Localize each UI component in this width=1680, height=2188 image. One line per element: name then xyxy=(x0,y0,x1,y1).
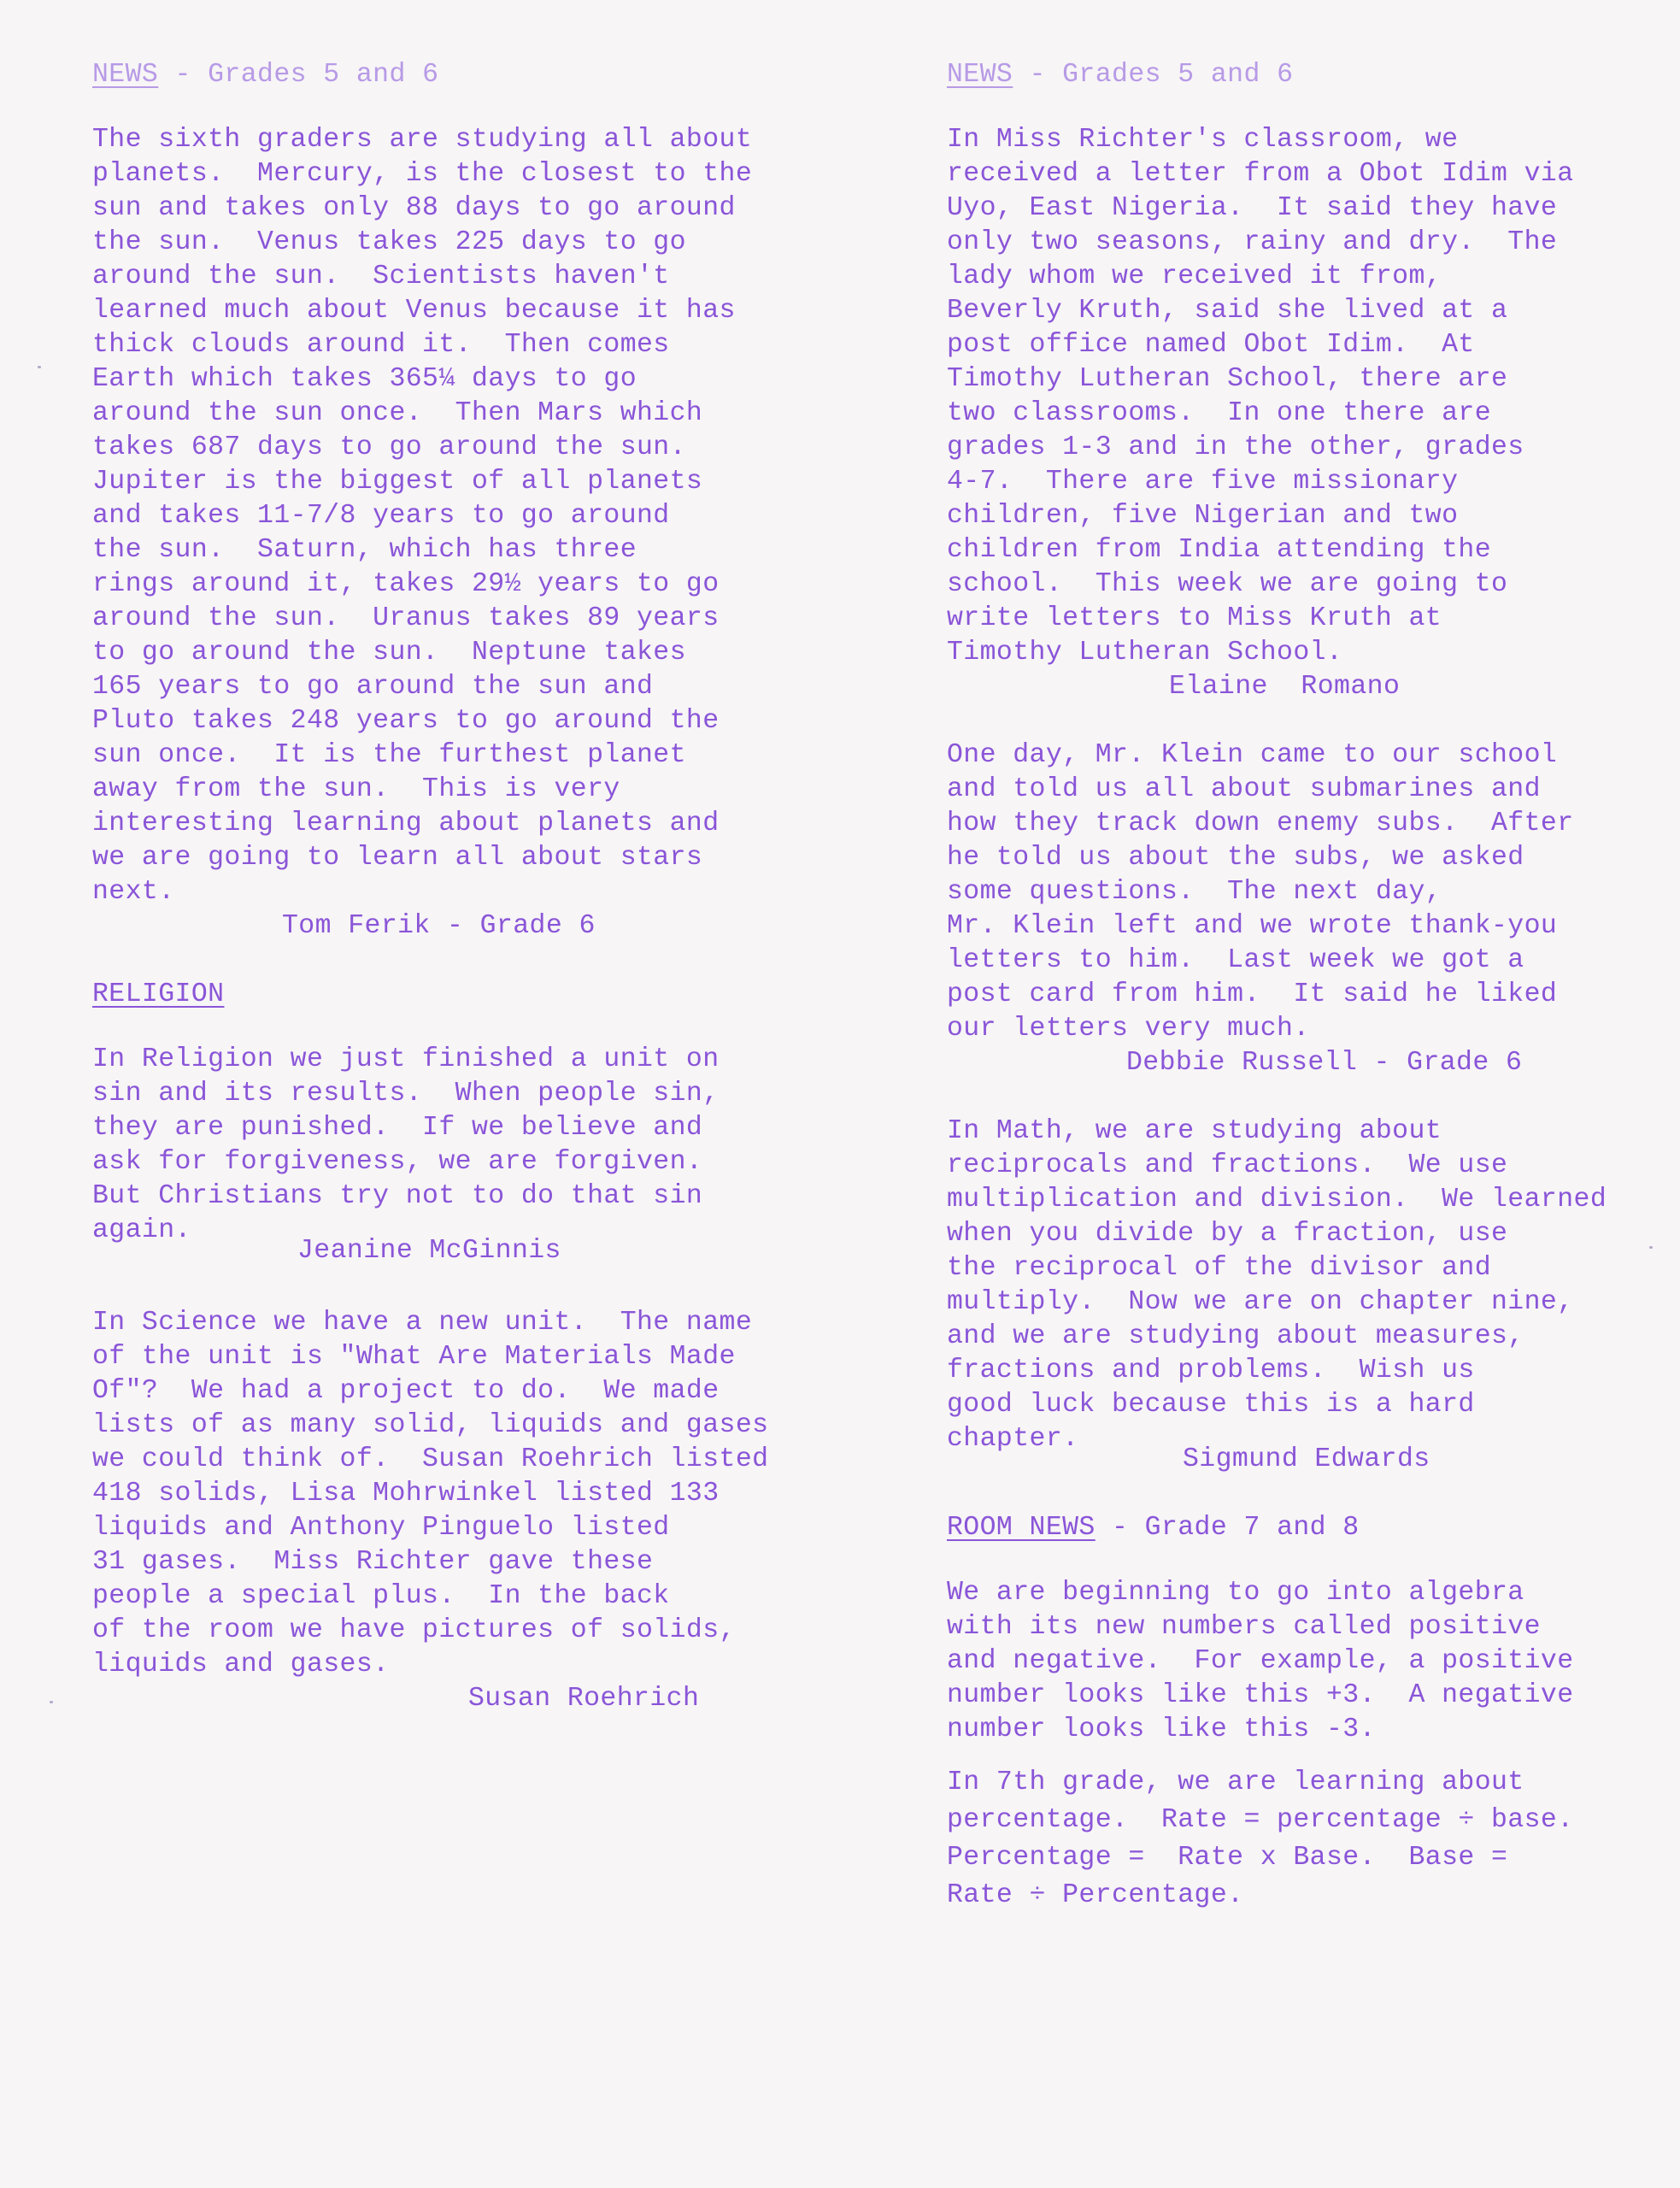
room-news-grades: - Grade 7 and 8 xyxy=(1095,1513,1360,1543)
news-heading-label: NEWS xyxy=(947,60,1013,90)
right-column xyxy=(947,58,1669,1914)
percentage-article xyxy=(947,1764,1669,1914)
news-heading-label: NEWS xyxy=(92,60,159,90)
text-line: liquids and gases. xyxy=(92,1650,390,1679)
text-line: But Christians try not to do that sin xyxy=(92,1181,703,1211)
room-news-header xyxy=(947,1511,1669,1545)
religion-heading: RELIGION xyxy=(92,979,225,1009)
text-line: the sun. Saturn, which has three xyxy=(92,535,637,565)
text-line: Timothy Lutheran School. xyxy=(947,638,1343,668)
paper-speck xyxy=(38,366,41,368)
text-line: ask for forgiveness, we are forgiven. xyxy=(92,1147,703,1177)
text-line: Mr. Klein left and we wrote thank-you xyxy=(947,911,1558,941)
paper-speck xyxy=(1649,1246,1653,1249)
left-news-header xyxy=(92,58,861,92)
text-line: around the sun once. Then Mars which xyxy=(92,398,703,428)
text-line: next. xyxy=(92,877,175,907)
text-line: In Math, we are studying about xyxy=(947,1116,1442,1146)
news-heading-grades: - Grades 5 and 6 xyxy=(1013,60,1294,90)
text-line: In 7th grade, we are learning about xyxy=(947,1767,1524,1797)
text-line: The sixth graders are studying all about xyxy=(92,125,753,155)
text-line: number looks like this +3. A negative xyxy=(947,1680,1574,1710)
text-line: Beverly Kruth, said she lived at a xyxy=(947,296,1508,326)
right-news-header xyxy=(947,58,1669,92)
text-line: good luck because this is a hard xyxy=(947,1390,1475,1420)
text-line: liquids and Anthony Pinguelo listed xyxy=(92,1513,670,1543)
text-line: sun and takes only 88 days to go around xyxy=(92,193,736,223)
planets-signature: Tom Ferik - Grade 6 xyxy=(282,911,596,941)
text-line: write letters to Miss Kruth at xyxy=(947,603,1442,633)
text-line: and negative. For example, a positive xyxy=(947,1646,1574,1676)
text-line: In Religion we just finished a unit on xyxy=(92,1044,720,1074)
text-line: away from the sun. This is very xyxy=(92,774,620,804)
text-line: lady whom we received it from, xyxy=(947,262,1442,291)
algebra-article xyxy=(947,1576,1669,1747)
text-line: Timothy Lutheran School, there are xyxy=(947,364,1508,394)
text-line: around the sun. Uranus takes 89 years xyxy=(92,603,720,633)
text-line: letters to him. Last week we got a xyxy=(947,945,1524,975)
text-line: Percentage = Rate x Base. Base = xyxy=(947,1843,1508,1873)
text-line: rings around it, takes 29½ years to go xyxy=(92,569,720,599)
text-line: the reciprocal of the divisor and xyxy=(947,1253,1492,1283)
science-signature: Susan Roehrich xyxy=(468,1684,700,1714)
text-line: Uyo, East Nigeria. It said they have xyxy=(947,193,1558,223)
news-heading-grades: - Grades 5 and 6 xyxy=(158,60,439,90)
text-line: when you divide by a fraction, use xyxy=(947,1219,1508,1249)
text-line: and takes 11-7/8 years to go around xyxy=(92,501,670,531)
text-line: Jupiter is the biggest of all planets xyxy=(92,467,703,497)
nigeria-signature: Elaine Romano xyxy=(1169,672,1401,702)
left-column xyxy=(92,58,861,1716)
text-line: Rate ÷ Percentage. xyxy=(947,1880,1244,1910)
text-line: interesting learning about planets and xyxy=(92,809,720,838)
text-line: only two seasons, rainy and dry. The xyxy=(947,227,1558,257)
religion-article xyxy=(92,1043,861,1248)
text-line: the sun. Venus takes 225 days to go xyxy=(92,227,686,257)
text-line: how they track down enemy subs. After xyxy=(947,809,1574,838)
text-line: post card from him. It said he liked xyxy=(947,979,1558,1009)
text-line: again. xyxy=(92,1215,191,1245)
math-signature: Sigmund Edwards xyxy=(1183,1444,1430,1474)
science-article xyxy=(92,1306,861,1682)
text-line: Earth which takes 365¼ days to go xyxy=(92,364,637,394)
text-line: some questions. The next day, xyxy=(947,877,1442,907)
text-line: number looks like this -3. xyxy=(947,1715,1376,1744)
paper-speck xyxy=(50,1701,53,1703)
text-line: takes 687 days to go around the sun. xyxy=(92,432,686,462)
text-line: planets. Mercury, is the closest to the xyxy=(92,159,753,189)
submarines-signature: Debbie Russell - Grade 6 xyxy=(1126,1048,1523,1078)
text-line: grades 1-3 and in the other, grades xyxy=(947,432,1524,462)
text-line: and told us all about submarines and xyxy=(947,774,1541,804)
text-line: We are beginning to go into algebra xyxy=(947,1578,1524,1608)
text-line: they are punished. If we believe and xyxy=(92,1113,703,1143)
text-line: 4-7. There are five missionary xyxy=(947,467,1459,497)
text-line: 31 gases. Miss Richter gave these xyxy=(92,1547,654,1577)
text-line: One day, Mr. Klein came to our school xyxy=(947,740,1558,770)
text-line: thick clouds around it. Then comes xyxy=(92,330,670,360)
religion-signature: Jeanine McGinnis xyxy=(297,1236,561,1266)
text-line: received a letter from a Obot Idim via xyxy=(947,159,1574,189)
text-line: Pluto takes 248 years to go around the xyxy=(92,706,720,736)
text-line: around the sun. Scientists haven't xyxy=(92,262,670,291)
text-line: children, five Nigerian and two xyxy=(947,501,1459,531)
text-line: percentage. Rate = percentage ÷ base. xyxy=(947,1805,1574,1835)
text-line: learned much about Venus because it has xyxy=(92,296,736,326)
text-line: we are going to learn all about stars xyxy=(92,843,703,873)
text-line: 418 solids, Lisa Mohrwinkel listed 133 xyxy=(92,1479,720,1509)
text-line: of the room we have pictures of solids, xyxy=(92,1615,736,1645)
math-article xyxy=(947,1115,1669,1456)
text-line: Of"? We had a project to do. We made xyxy=(92,1376,720,1406)
text-line: children from India attending the xyxy=(947,535,1492,565)
text-line: people a special plus. In the back xyxy=(92,1581,670,1611)
text-line: sun once. It is the furthest planet xyxy=(92,740,686,770)
text-line: of the unit is "What Are Materials Made xyxy=(92,1342,736,1372)
text-line: our letters very much. xyxy=(947,1014,1310,1044)
text-line: post office named Obot Idim. At xyxy=(947,330,1475,360)
text-line: multiplication and division. We learned xyxy=(947,1185,1607,1215)
text-line: chapter. xyxy=(947,1424,1079,1454)
text-line: school. This week we are going to xyxy=(947,569,1508,599)
text-line: 165 years to go around the sun and xyxy=(92,672,654,702)
room-news-heading: ROOM NEWS xyxy=(947,1513,1096,1543)
text-line: multiply. Now we are on chapter nine, xyxy=(947,1287,1574,1317)
planets-article xyxy=(92,123,861,909)
text-line: and we are studying about measures, xyxy=(947,1321,1524,1351)
text-line: fractions and problems. Wish us xyxy=(947,1356,1475,1385)
text-line: sin and its results. When people sin, xyxy=(92,1079,720,1109)
text-line: In Miss Richter's classroom, we xyxy=(947,125,1459,155)
submarines-article xyxy=(947,738,1669,1046)
text-line: to go around the sun. Neptune takes xyxy=(92,638,686,668)
text-line: lists of as many solid, liquids and gases xyxy=(92,1410,769,1440)
text-line: we could think of. Susan Roehrich listed xyxy=(92,1444,769,1474)
text-line: with its new numbers called positive xyxy=(947,1612,1541,1642)
text-line: reciprocals and fractions. We use xyxy=(947,1150,1508,1180)
text-line: he told us about the subs, we asked xyxy=(947,843,1524,873)
text-line: In Science we have a new unit. The name xyxy=(92,1308,753,1338)
nigeria-letter-article xyxy=(947,123,1669,670)
text-line: two classrooms. In one there are xyxy=(947,398,1492,428)
